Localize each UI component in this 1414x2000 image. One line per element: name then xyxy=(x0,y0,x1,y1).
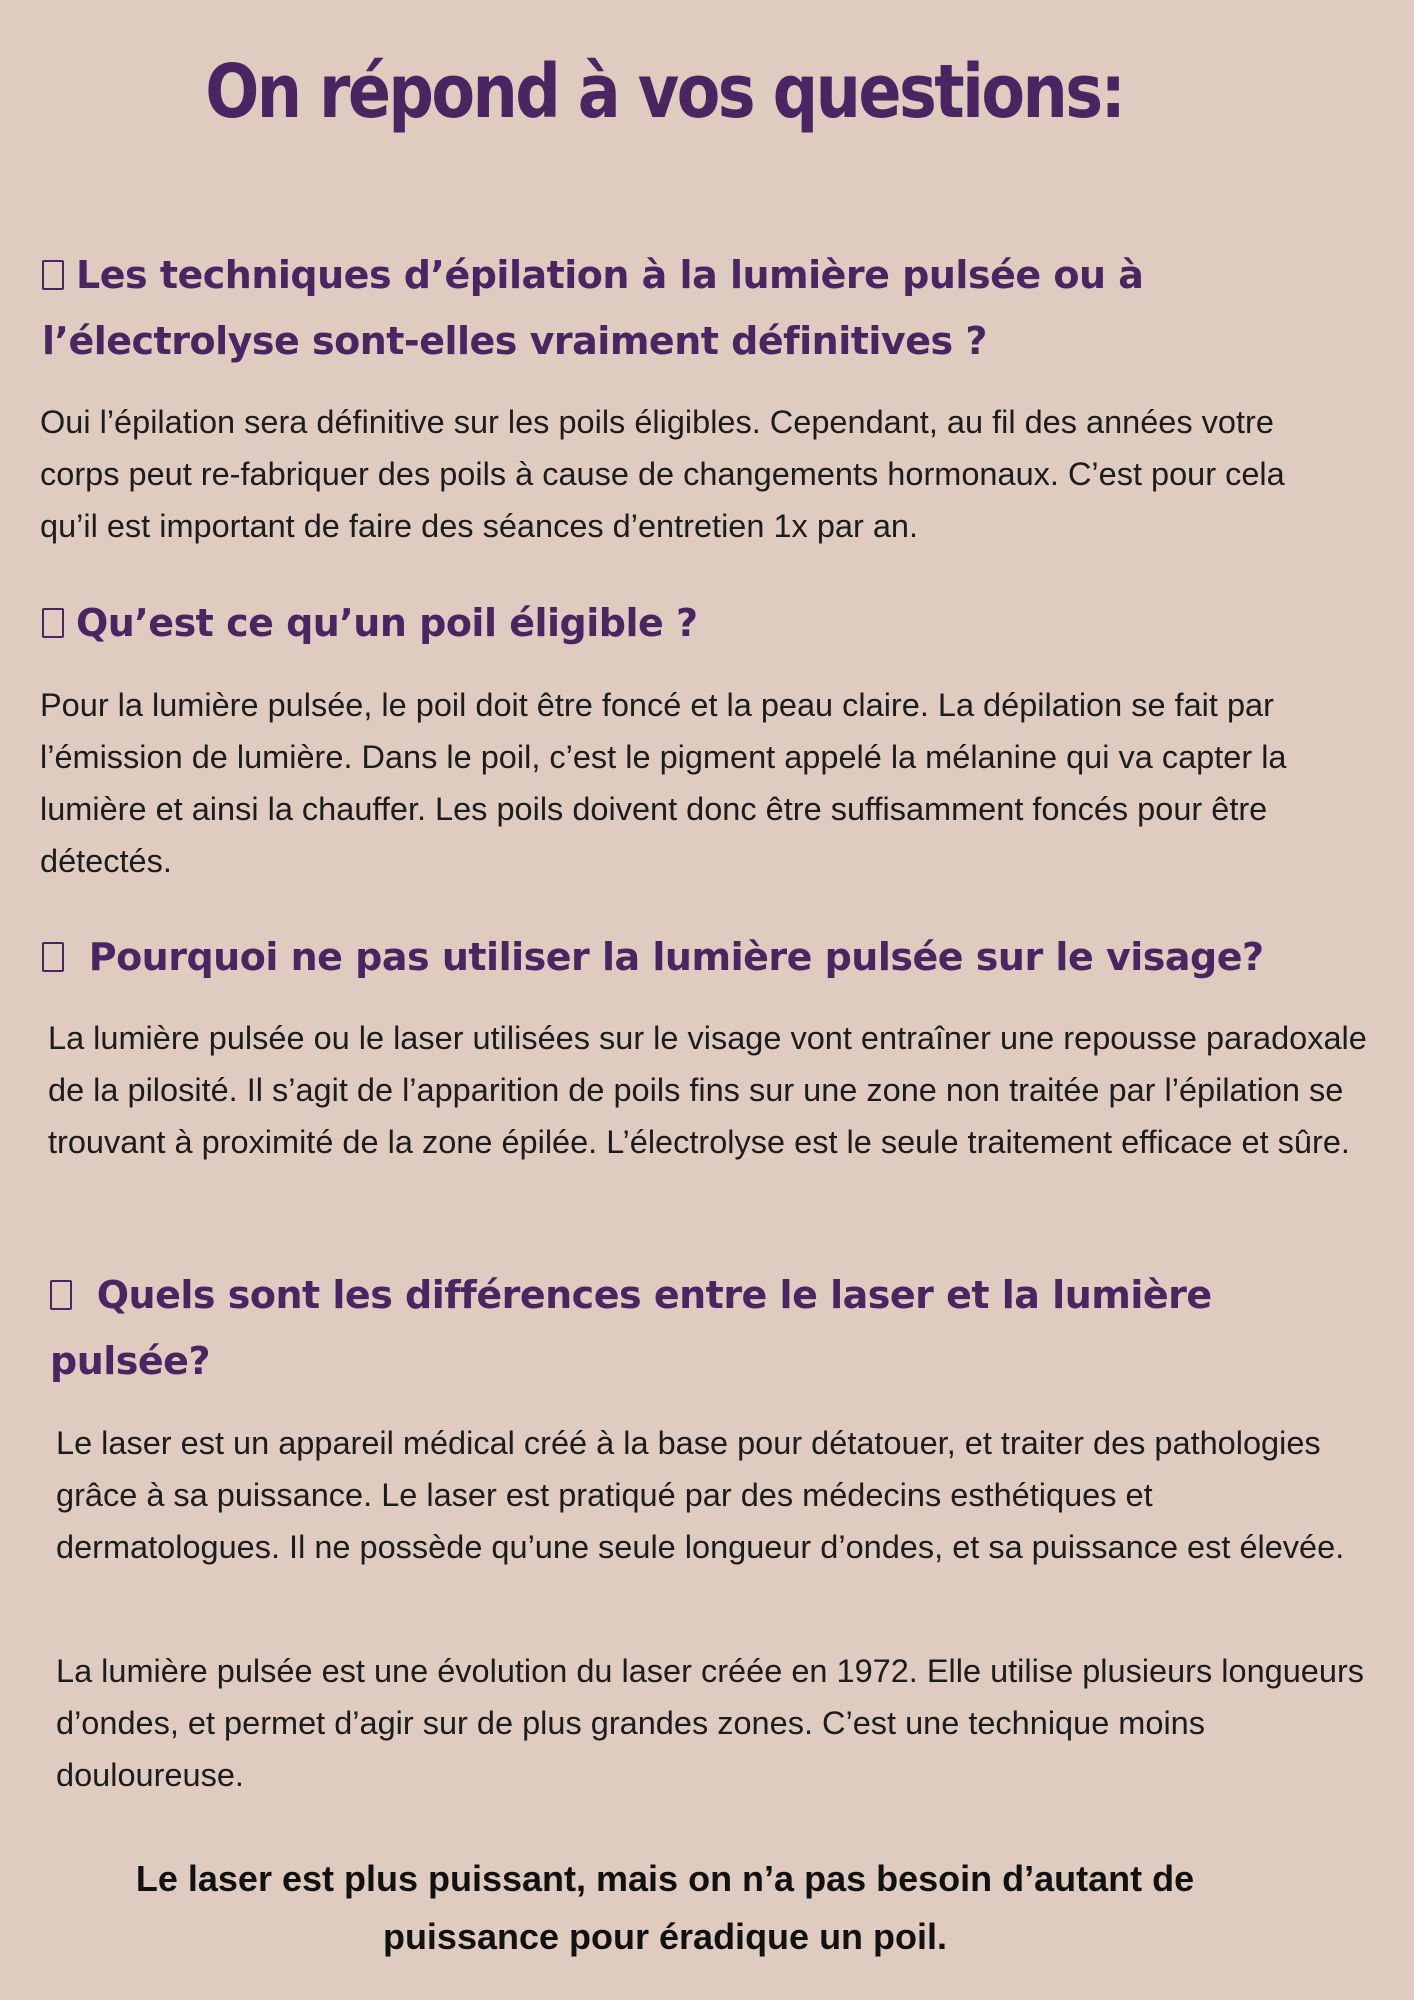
footer-conclusion xyxy=(40,1850,1290,1966)
faq-question-1-text: Les techniques d’épilation à la lumière pulsée ou à l’électrolyse sont-elles vraiment définitives ? xyxy=(42,253,1144,363)
footer-line-2: puissance pour éradique un poil. xyxy=(382,1916,948,1957)
faq-question-4 xyxy=(50,1262,1300,1394)
faq-answer-4a: Le laser est un appareil médical créé à la base pour détatouer, et traiter des pathologies grâce à sa puissance. Le laser est pratiqué par des médecins esthétiques et dermatologues. Il ne possède qu’une seule longueur d’ondes, et sa puissance est élevée. xyxy=(56,1425,1345,1565)
faq-question-3 xyxy=(42,924,1372,990)
faq-question-2 xyxy=(42,590,1292,656)
faq-question-1 xyxy=(42,242,1292,374)
faq-question-3-text: Pourquoi ne pas utiliser la lumière pulsée sur le visage? xyxy=(76,935,1264,979)
missing-glyph-icon xyxy=(50,1280,72,1310)
missing-glyph-icon xyxy=(42,942,64,972)
missing-glyph-icon xyxy=(42,260,64,290)
page-title: On répond à vos questions: xyxy=(205,49,1124,135)
footer-line-1: Le laser est plus puissant, mais on n’a pas besoin d’autant de xyxy=(135,1858,1195,1899)
faq-answer-2: Pour la lumière pulsée, le poil doit être foncé et la peau claire. La dépilation se fait par l’émission de lumière. Dans le poil, c’est le pigment appelé la mélanine qui va capter la lumière et ainsi la chauffer. Les poils doivent donc être suffisamment foncés pour être détectés. xyxy=(40,687,1287,879)
faq-answer-1: Oui l’épilation sera définitive sur les poils éligibles. Cependant, au fil des années votre corps peut re-fabriquer des poils à cause de changements hormonaux. C’est pour cela qu’il est important de faire des séances d’entretien 1x par an. xyxy=(40,404,1285,544)
faq-question-4-text: Quels sont les différences entre le laser et la lumière pulsée? xyxy=(50,1273,1212,1383)
faq-answer-4b: La lumière pulsée est une évolution du laser créée en 1972. Elle utilise plusieurs longueurs d’ondes, et permet d’agir sur de plus grandes zones. C’est une technique moins douloureuse. xyxy=(56,1653,1365,1793)
missing-glyph-icon xyxy=(42,608,64,638)
faq-answer-3: La lumière pulsée ou le laser utilisées sur le visage vont entraîner une repousse paradoxale de la pilosité. Il s’agit de l’apparition de poils fins sur une zone non traitée par l’épilation se trouvant à proximité de la zone épilée. L’électrolyse est le seule traitement efficace et sûre. xyxy=(48,1020,1367,1160)
faq-question-2-text: Qu’est ce qu’un poil éligible ? xyxy=(76,601,698,645)
